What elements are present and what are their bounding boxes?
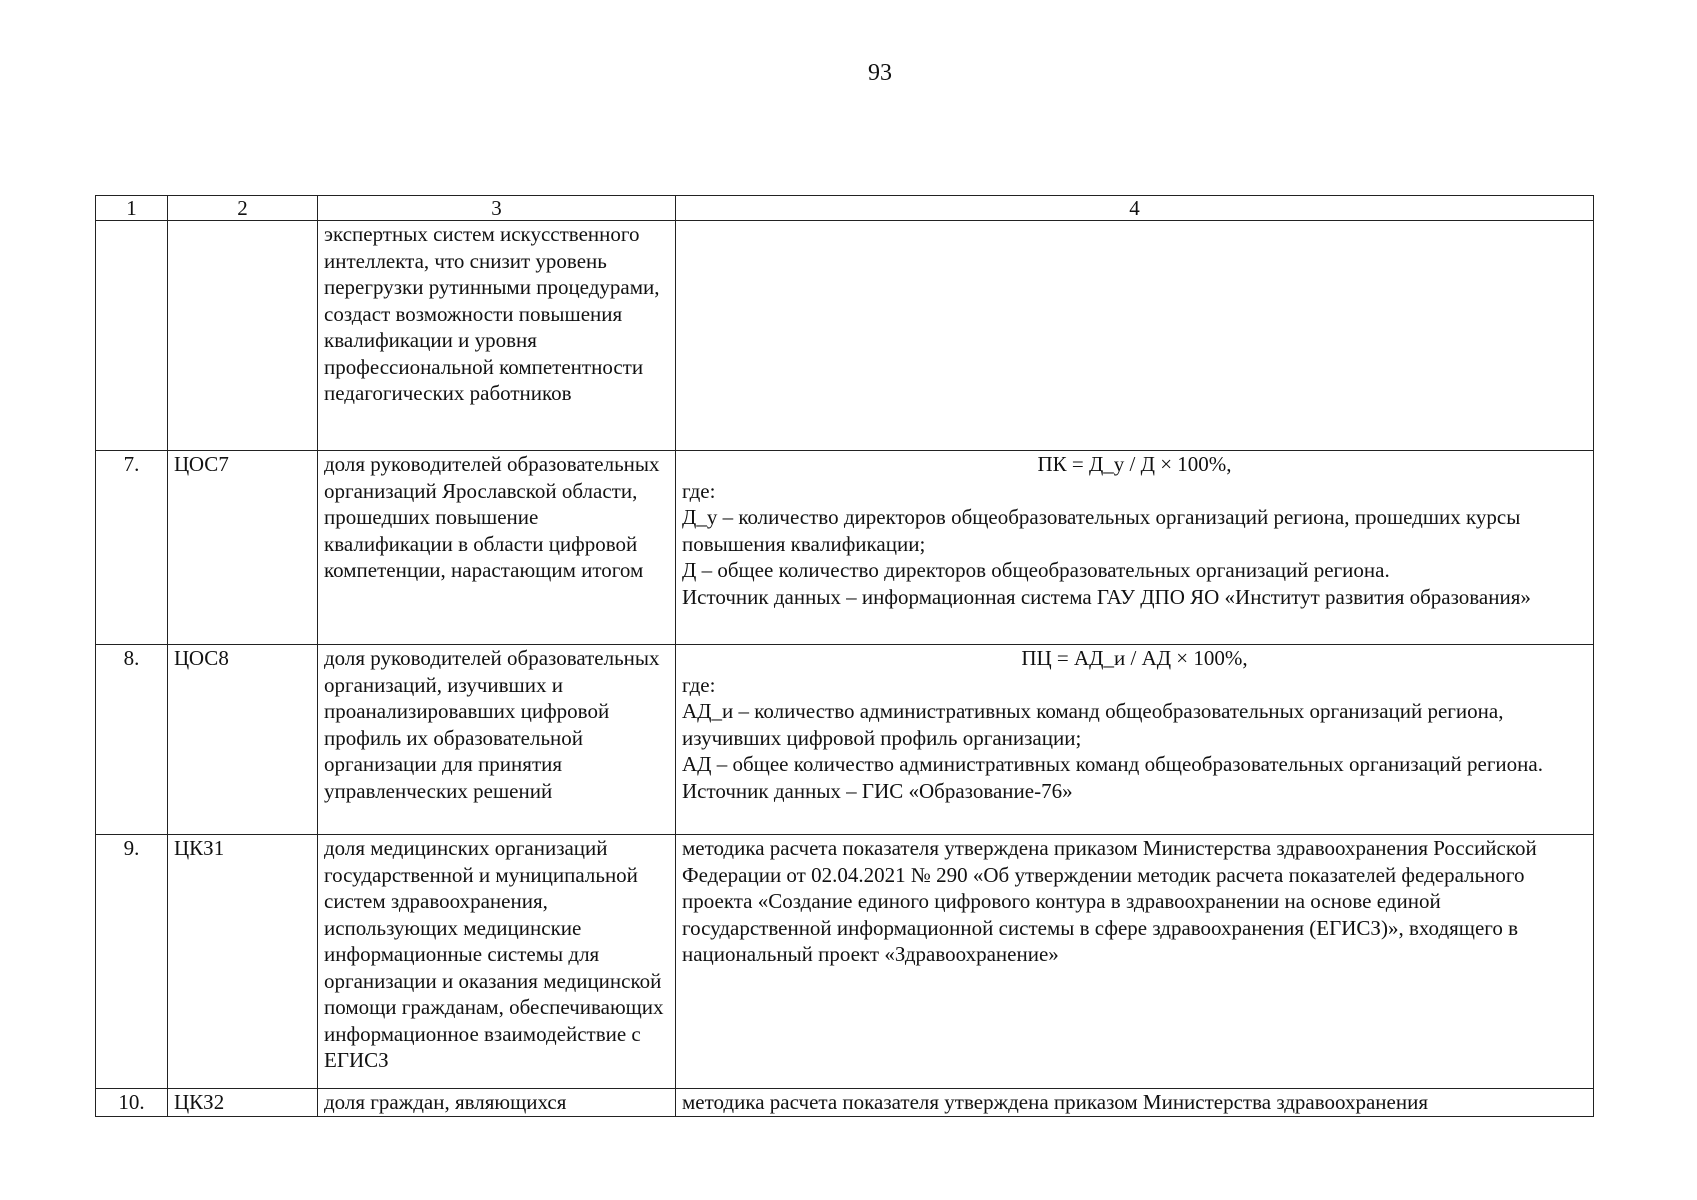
method-text-line: методика расчета показателя утверждена приказом Министерства здравоохранения Российской Федерации от 02.04.2021 № 290 «Об утверждении методик расчета показателей федерального проекта «Создание единого цифрового контура в здравоохранении на основе единой государственной информационной системы в сфере здравоохранения (ЕГИСЗ)», входящего в национальный проект «Здравоохранение»	[682, 836, 1537, 966]
indicator-code: ЦКЗ1	[168, 835, 318, 1089]
indicator-description: доля медицинских организаций государственной и муниципальной систем здравоохранения, использующих медицинские информационные системы для организации и оказания медицинской помощи гражданам, обеспечивающих информационное взаимодействие с ЕГИСЗ	[318, 835, 676, 1089]
calculation-method	[676, 451, 1594, 645]
indicator-description: доля граждан, являющихся	[318, 1089, 676, 1117]
method-text-line: Д_у – количество директоров общеобразовательных организаций региона, прошедших курсы повышения квалификации;	[682, 505, 1521, 556]
indicator-description: доля руководителей образовательных организаций Ярославской области, прошедших повышение квалификации в области цифровой компетенции, нарастающим итогом	[318, 451, 676, 645]
row-number: 9.	[96, 835, 168, 1089]
method-text-line: АД – общее количество административных команд общеобразовательных организаций региона.	[682, 752, 1543, 776]
row-number: 7.	[96, 451, 168, 645]
method-text-line: АД_и – количество административных команд общеобразовательных организаций региона, изучивших цифровой профиль организации;	[682, 699, 1504, 750]
calculation-method	[676, 835, 1594, 1089]
table-row	[96, 645, 1594, 835]
indicator-code: ЦКЗ2	[168, 1089, 318, 1117]
method-text-line: Д – общее количество директоров общеобразовательных организаций региона.	[682, 558, 1390, 582]
formula: ПЦ = АД_и / АД × 100%,	[1021, 646, 1248, 670]
data-source: Источник данных – ГИС «Образование-76»	[682, 778, 1073, 803]
header-cell: 1	[96, 196, 168, 221]
indicators-table	[95, 195, 1594, 1117]
header-cell: 3	[318, 196, 676, 221]
row-number: 10.	[96, 1089, 168, 1117]
method-text-line: где:	[682, 672, 716, 697]
indicator-description: экспертных систем искусственного интеллекта, что снизит уровень перегрузки рутинными процедурами, создаст возможности повышения квалификации и уровня профессиональной компетентности педагогических работников	[318, 221, 676, 451]
indicator-code	[168, 221, 318, 451]
calculation-method	[676, 221, 1594, 451]
table-row	[96, 221, 1594, 451]
row-number: 8.	[96, 645, 168, 835]
method-text-line: методика расчета показателя утверждена приказом Министерства здравоохранения	[682, 1090, 1429, 1114]
table-header-row	[96, 196, 1594, 221]
row-number	[96, 221, 168, 451]
method-text-line: где:	[682, 478, 716, 503]
table-row	[96, 1089, 1594, 1117]
table-row	[96, 451, 1594, 645]
table-row	[96, 835, 1594, 1089]
page-number: 93	[868, 60, 892, 86]
calculation-method	[676, 1089, 1594, 1117]
calculation-method	[676, 645, 1594, 835]
formula: ПК = Д_у / Д × 100%,	[1037, 452, 1232, 476]
indicator-code: ЦОС8	[168, 645, 318, 835]
indicator-code: ЦОС7	[168, 451, 318, 645]
header-cell: 2	[168, 196, 318, 221]
indicator-description: доля руководителей образовательных организаций, изучивших и проанализировавших цифровой профиль их образовательной организации для принятия управленческих решений	[318, 645, 676, 835]
data-source: Источник данных – информационная система ГАУ ДПО ЯО «Институт развития образования»	[682, 584, 1531, 609]
header-cell: 4	[676, 196, 1594, 221]
